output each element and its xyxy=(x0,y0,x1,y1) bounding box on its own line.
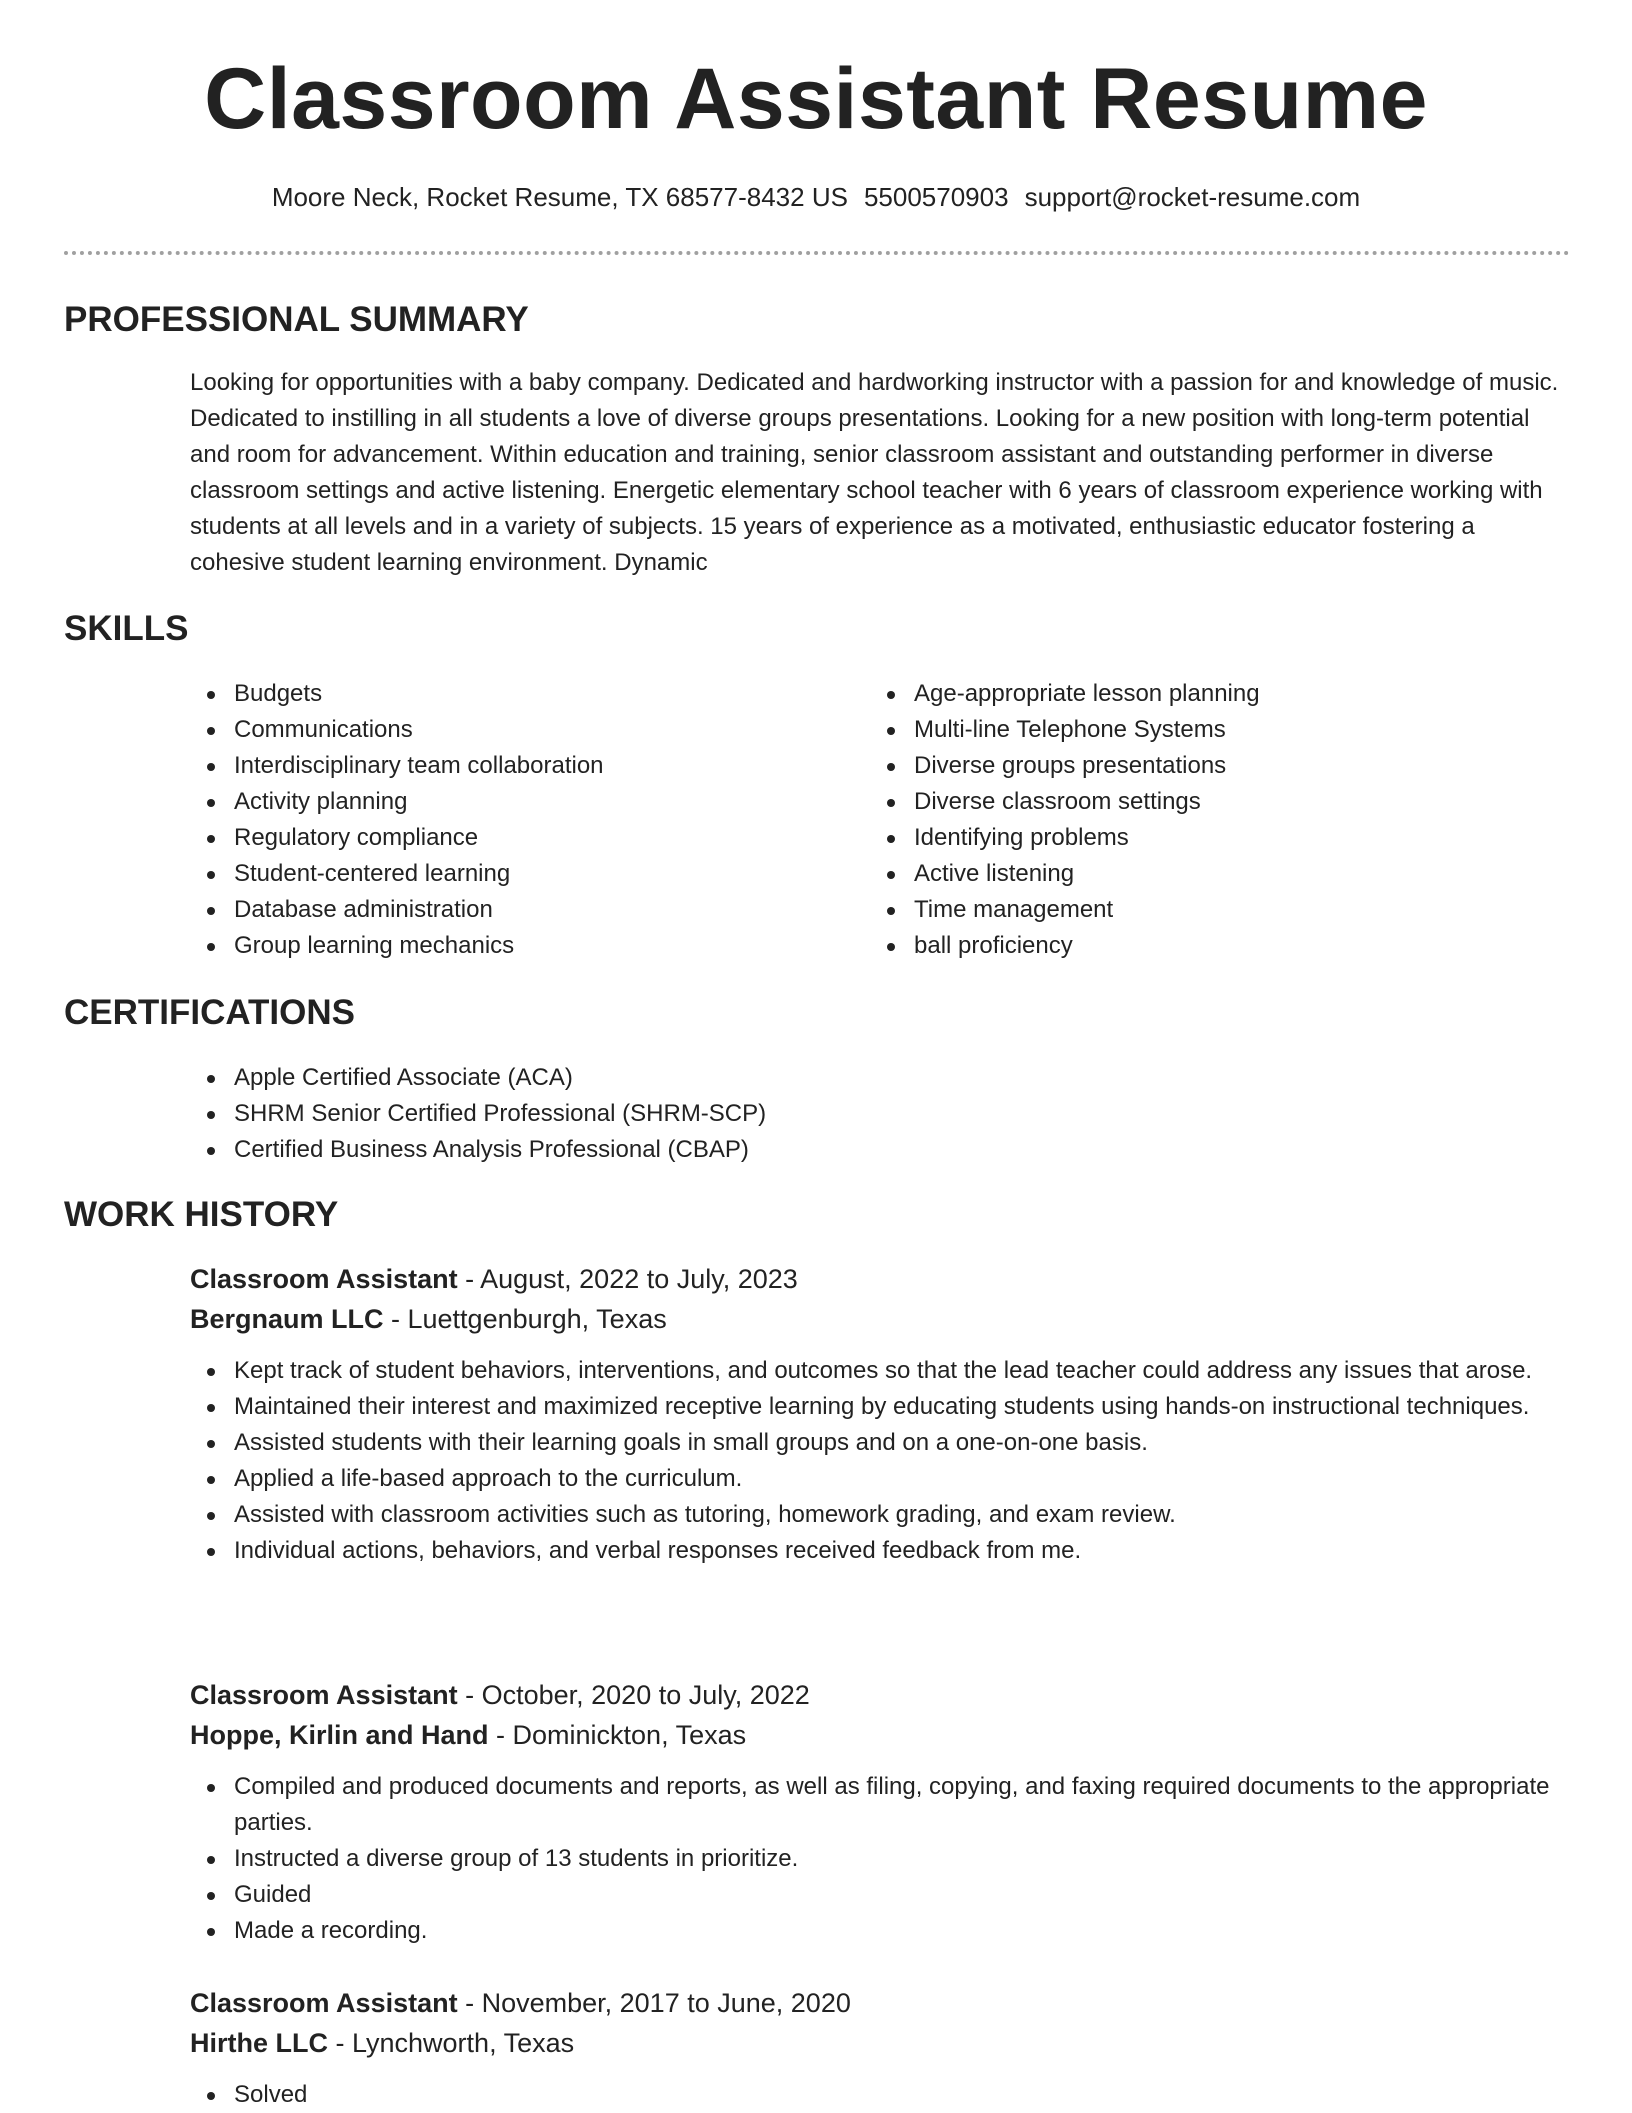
job-bullet: Instructed a diverse group of 13 students in prioritize. xyxy=(190,1841,1570,1877)
certification-item: Apple Certified Associate (ACA) xyxy=(190,1060,1570,1096)
job-bullet: Made a recording. xyxy=(190,1913,1570,1949)
resume-title: Classroom Assistant Resume xyxy=(204,51,1428,147)
job-title-line xyxy=(190,1259,1570,1299)
skill-item: Regulatory compliance xyxy=(190,820,830,856)
skill-item: Active listening xyxy=(870,856,1510,892)
skill-item: Age-appropriate lesson planning xyxy=(870,676,1510,712)
skill-item: Communications xyxy=(190,712,830,748)
skill-item: Database administration xyxy=(190,892,830,928)
certifications-list xyxy=(190,1060,1570,1168)
job-company-line xyxy=(190,1715,1570,1755)
job-dates: - August, 2022 to July, 2023 xyxy=(457,1264,798,1294)
header-divider xyxy=(64,251,1570,255)
skills-list-right xyxy=(870,676,1510,964)
section-heading-certifications: CERTIFICATIONS xyxy=(64,993,356,1032)
certification-item: Certified Business Analysis Professional (CBAP) xyxy=(190,1132,1570,1168)
job-title-line xyxy=(190,1675,1570,1715)
skill-item: Diverse classroom settings xyxy=(870,784,1510,820)
job-bullet: Assisted students with their learning goals in small groups and on a one-on-one basis. xyxy=(190,1425,1570,1461)
job-location: - Luettgenburgh, Texas xyxy=(383,1304,667,1334)
skills-column-right xyxy=(870,676,1510,964)
job-bullet: Kept track of student behaviors, interventions, and outcomes so that the lead teacher could address any issues that arose. xyxy=(190,1353,1570,1389)
job-location: - Dominickton, Texas xyxy=(488,1720,747,1750)
job-company: Bergnaum LLC xyxy=(190,1304,384,1334)
job-bullet: Solved xyxy=(190,2077,1570,2113)
skill-item: Student-centered learning xyxy=(190,856,830,892)
skill-item: Identifying problems xyxy=(870,820,1510,856)
job-title-line xyxy=(190,1983,1570,2023)
job-title: Classroom Assistant xyxy=(190,1264,458,1294)
skill-item: Time management xyxy=(870,892,1510,928)
skill-item: Budgets xyxy=(190,676,830,712)
job-bullet: Maintained their interest and maximized receptive learning by educating students using hands-on instructional techniques. xyxy=(190,1389,1570,1425)
skill-item: Activity planning xyxy=(190,784,830,820)
job-entry xyxy=(190,1983,1570,2113)
job-bullets xyxy=(190,1353,1570,1569)
job-title: Classroom Assistant xyxy=(190,1988,458,2018)
job-bullet: Compiled and produced documents and reports, as well as filing, copying, and faxing required documents to the appropriate parties. xyxy=(190,1769,1570,1841)
job-location: - Lynchworth, Texas xyxy=(328,2028,575,2058)
job-title: Classroom Assistant xyxy=(190,1680,458,1710)
job-bullets xyxy=(190,2077,1570,2113)
job-bullet: Guided xyxy=(190,1877,1570,1913)
job-company-line xyxy=(190,1299,1570,1339)
job-bullet: Individual actions, behaviors, and verbal responses received feedback from me. xyxy=(190,1533,1570,1569)
job-bullets xyxy=(190,1769,1570,1949)
contact-address: Moore Neck, Rocket Resume, TX 68577-8432 US xyxy=(271,182,848,212)
section-heading-skills: SKILLS xyxy=(64,609,189,648)
certifications-block xyxy=(190,1060,1570,1168)
job-dates: - November, 2017 to June, 2020 xyxy=(457,1988,851,2018)
skill-item: Diverse groups presentations xyxy=(870,748,1510,784)
job-entry xyxy=(190,1259,1570,1569)
skills-list-left xyxy=(190,676,830,964)
skills-column-left xyxy=(190,676,830,964)
contact-phone: 5500570903 xyxy=(863,182,1009,212)
certification-item: SHRM Senior Certified Professional (SHRM-SCP) xyxy=(190,1096,1570,1132)
skill-item: Multi-line Telephone Systems xyxy=(870,712,1510,748)
skill-item: Interdisciplinary team collaboration xyxy=(190,748,830,784)
skill-item: Group learning mechanics xyxy=(190,928,830,964)
contact-line xyxy=(0,182,1632,213)
summary-text: Looking for opportunities with a baby company. Dedicated and hardworking instructor with a passion for and knowledge of music. Dedicated to instilling in all students a love of diverse groups presentations. Looking for a new position with long-term potential and room for advancement. Within education and training, senior classroom assistant and outstanding performer in diverse classroom settings and active listening. Energetic elementary school teacher with 6 years of classroom experience working with students at all levels and in a variety of subjects. 15 years of experience as a motivated, enthusiastic educator fostering a cohesive student learning environment. Dynamic xyxy=(190,369,1559,576)
job-company: Hoppe, Kirlin and Hand xyxy=(190,1720,489,1750)
job-company-line xyxy=(190,2023,1570,2063)
job-bullet: Assisted with classroom activities such as tutoring, homework grading, and exam review. xyxy=(190,1497,1570,1533)
section-heading-work-history: WORK HISTORY xyxy=(64,1195,339,1234)
job-dates: - October, 2020 to July, 2022 xyxy=(457,1680,810,1710)
section-heading-summary: PROFESSIONAL SUMMARY xyxy=(64,300,529,339)
job-company: Hirthe LLC xyxy=(190,2028,328,2058)
contact-email[interactable]: support@rocket-resume.com xyxy=(1024,182,1361,212)
skill-item: ball proficiency xyxy=(870,928,1510,964)
job-bullet: Applied a life-based approach to the curriculum. xyxy=(190,1461,1570,1497)
job-entry xyxy=(190,1675,1570,1949)
